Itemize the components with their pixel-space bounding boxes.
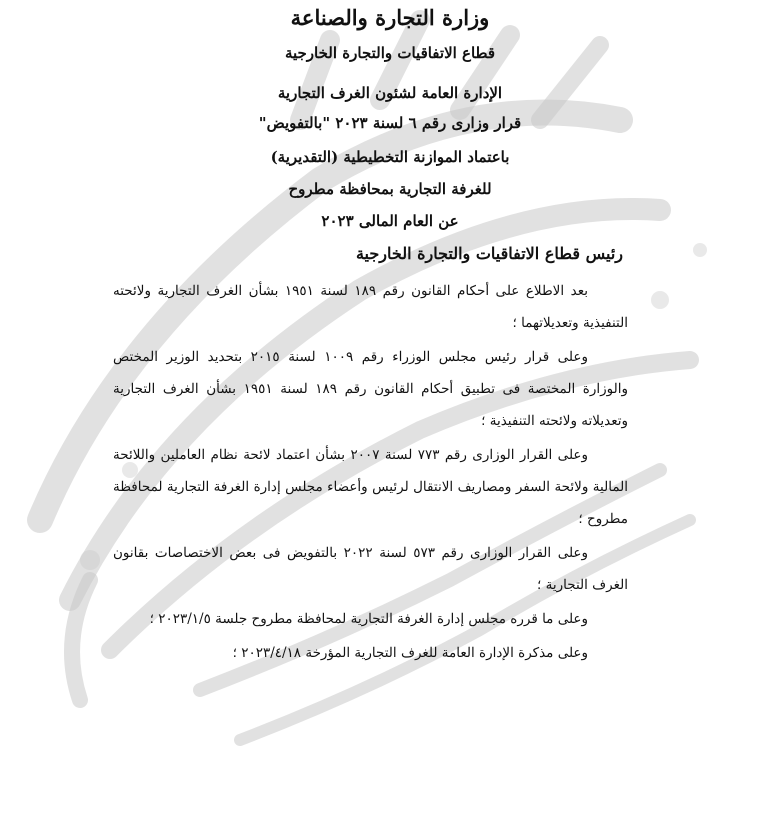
preamble-paragraph: وعلى القرار الوزارى رقم ٧٧٣ لسنة ٢٠٠٧ بشأن اعتماد لائحة نظام العاملين واللائحة المالية ولائحة السفر ومصاريف الانتقال لرئيس وأعضاء مجلس إدارة الغرفة التجارية لمحافظة مطروح ؛: [113, 447, 628, 527]
decree-title: قرار وزارى رقم ٦ لسنة ٢٠٢٣ "بالتفويض": [258, 114, 522, 132]
preamble: [113, 275, 628, 669]
sector-name: قطاع الاتفاقيات والتجارة الخارجية: [284, 44, 496, 62]
preamble-paragraph: وعلى مذكرة الإدارة العامة للغرف التجارية المؤرخة ٢٠٢٣/٤/١٨ ؛: [232, 645, 588, 661]
preamble-paragraph: بعد الاطلاع على أحكام القانون رقم ١٨٩ لسنة ١٩٥١ بشأن الغرف التجارية ولائحته التنفيذية وتعديلاتهما ؛: [113, 283, 628, 331]
chair-title: رئيس قطاع الاتفاقيات والتجارة الخارجية: [355, 244, 623, 263]
decree-subject: باعتماد الموازنة التخطيطية (التقديرية): [270, 148, 510, 166]
ministry-name: وزارة التجارة والصناعة: [290, 5, 490, 30]
preamble-paragraph: وعلى ما قرره مجلس إدارة الغرفة التجارية لمحافظة مطروح جلسة ٢٠٢٣/١/٥ ؛: [149, 611, 588, 627]
chamber-name: للغرفة التجارية بمحافظة مطروح: [288, 180, 492, 198]
fiscal-year: عن العام المالى ٢٠٢٣: [321, 212, 459, 230]
preamble-paragraph: وعلى القرار الوزارى رقم ٥٧٣ لسنة ٢٠٢٢ بالتفويض فى بعض الاختصاصات بقانون الغرف التجارية ؛: [113, 545, 628, 593]
administration-name: الإدارة العامة لشئون الغرف التجارية: [277, 84, 503, 102]
preamble-paragraph: وعلى قرار رئيس مجلس الوزراء رقم ١٠٠٩ لسنة ٢٠١٥ بتحديد الوزير المختص والوزارة المختصة فى تطبيق أحكام القانون رقم ١٨٩ لسنة ١٩٥١ بشأن الغرف التجارية وتعديلاته ولائحته التنفيذية ؛: [113, 349, 628, 429]
